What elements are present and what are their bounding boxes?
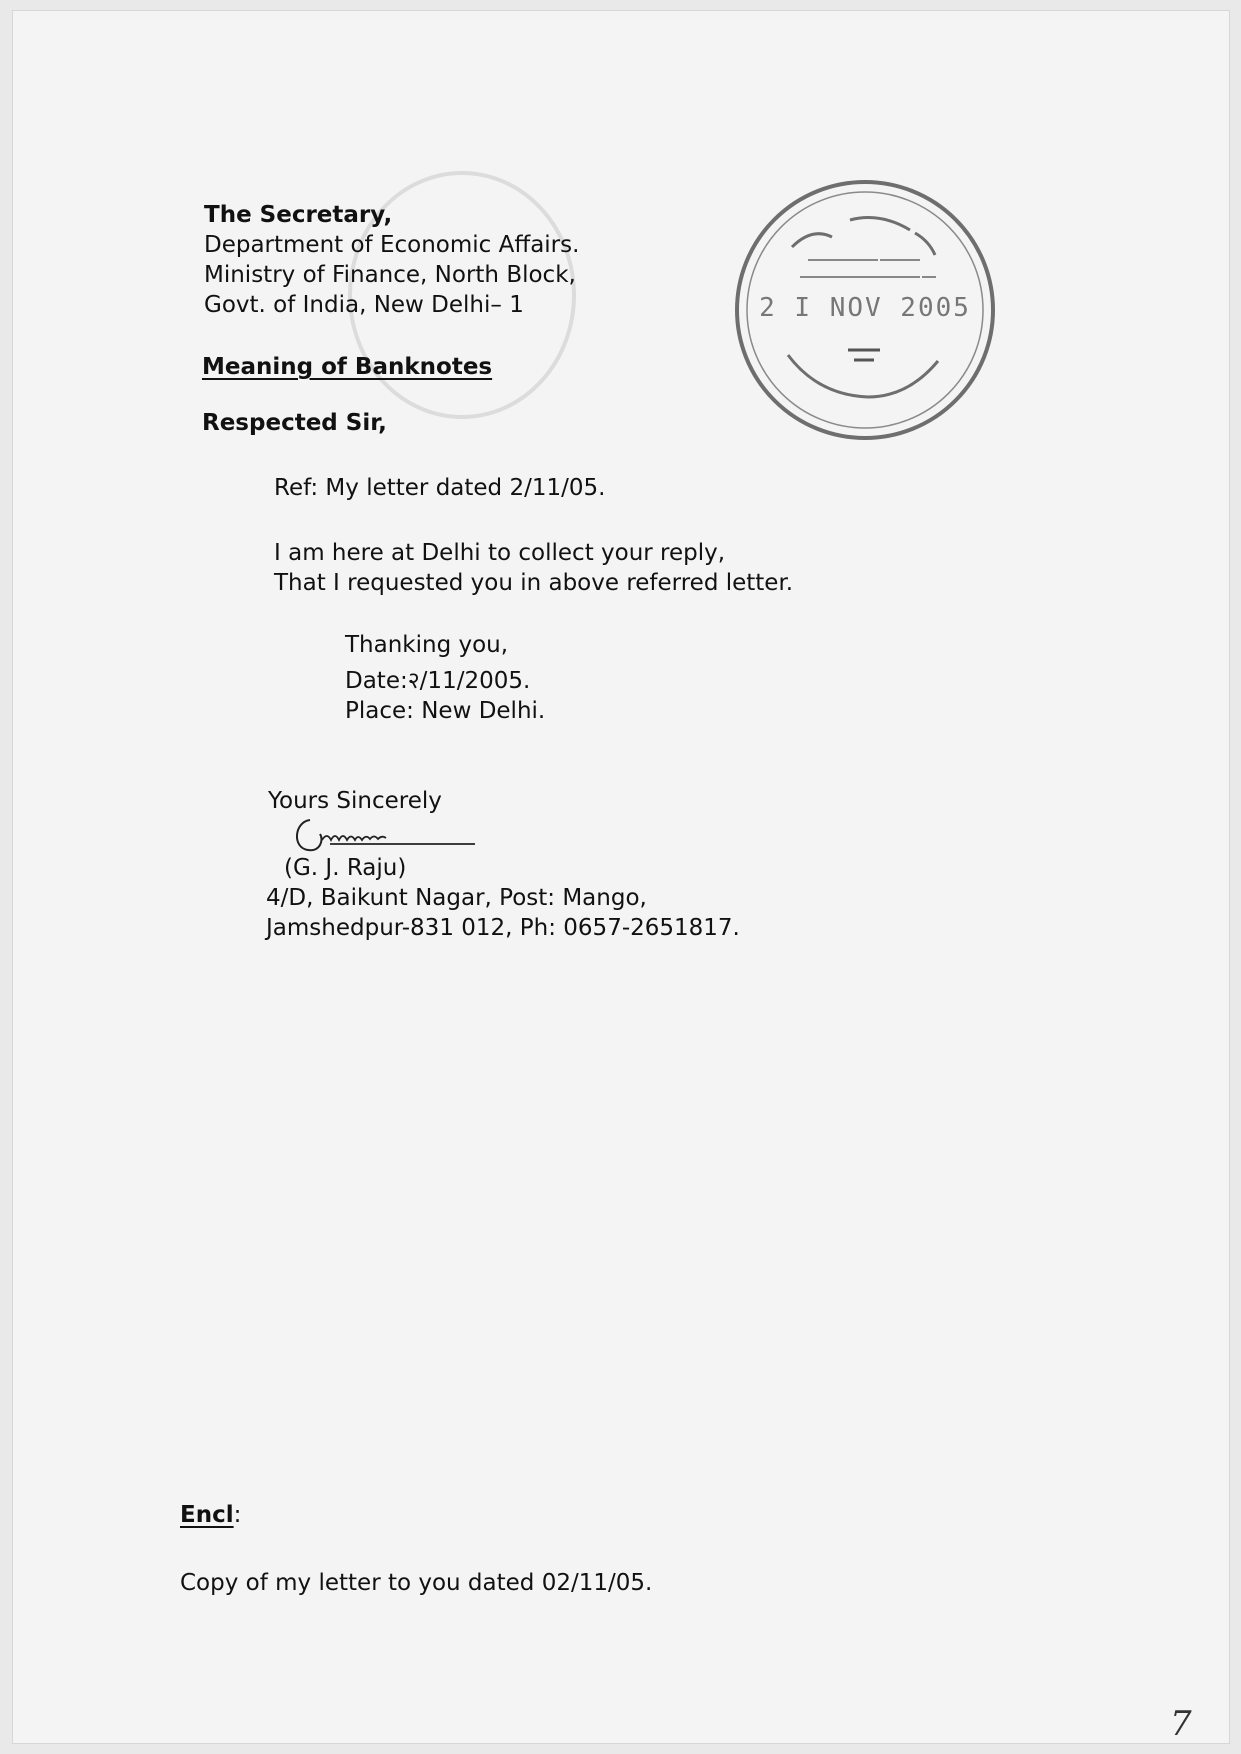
recipient-line-1: Department of Economic Affairs. [204, 232, 580, 258]
enclosure-text: Copy of my letter to you dated 02/11/05. [180, 1570, 653, 1596]
recipient-line-2: Ministry of Finance, North Block, [204, 262, 576, 288]
sender-address-2: Jamshedpur-831 012, Ph: 0657-2651817. [266, 915, 740, 941]
thanks-line: Thanking you, [345, 632, 509, 658]
page-number: 7 [1170, 1704, 1192, 1744]
enclosure-colon: : [233, 1502, 242, 1528]
body-line-2: That I requested you in above referred letter. [274, 570, 794, 596]
subject-heading: Meaning of Banknotes [202, 354, 493, 380]
yours-sincerely: Yours Sincerely [268, 788, 442, 814]
letter-page [12, 10, 1230, 1744]
recipient-line-3: Govt. of India, New Delhi– 1 [204, 292, 524, 318]
stamp-date: 2 I NOV 2005 [759, 293, 971, 323]
salutation: Respected Sir, [202, 410, 387, 436]
reference-line: Ref: My letter dated 2/11/05. [274, 475, 606, 501]
place-line: Place: New Delhi. [345, 698, 546, 724]
date-line: Date:२/11/2005. [345, 668, 531, 694]
sender-name: (G. J. Raju) [284, 855, 407, 881]
enclosure-label: Encl [180, 1502, 234, 1528]
recipient-title: The Secretary, [204, 202, 393, 228]
ministry-stamp [730, 175, 1000, 445]
body-line-1: I am here at Delhi to collect your reply, [274, 540, 726, 566]
sender-address-1: 4/D, Baikunt Nagar, Post: Mango, [266, 885, 647, 911]
enclosure-heading [180, 1500, 241, 1530]
